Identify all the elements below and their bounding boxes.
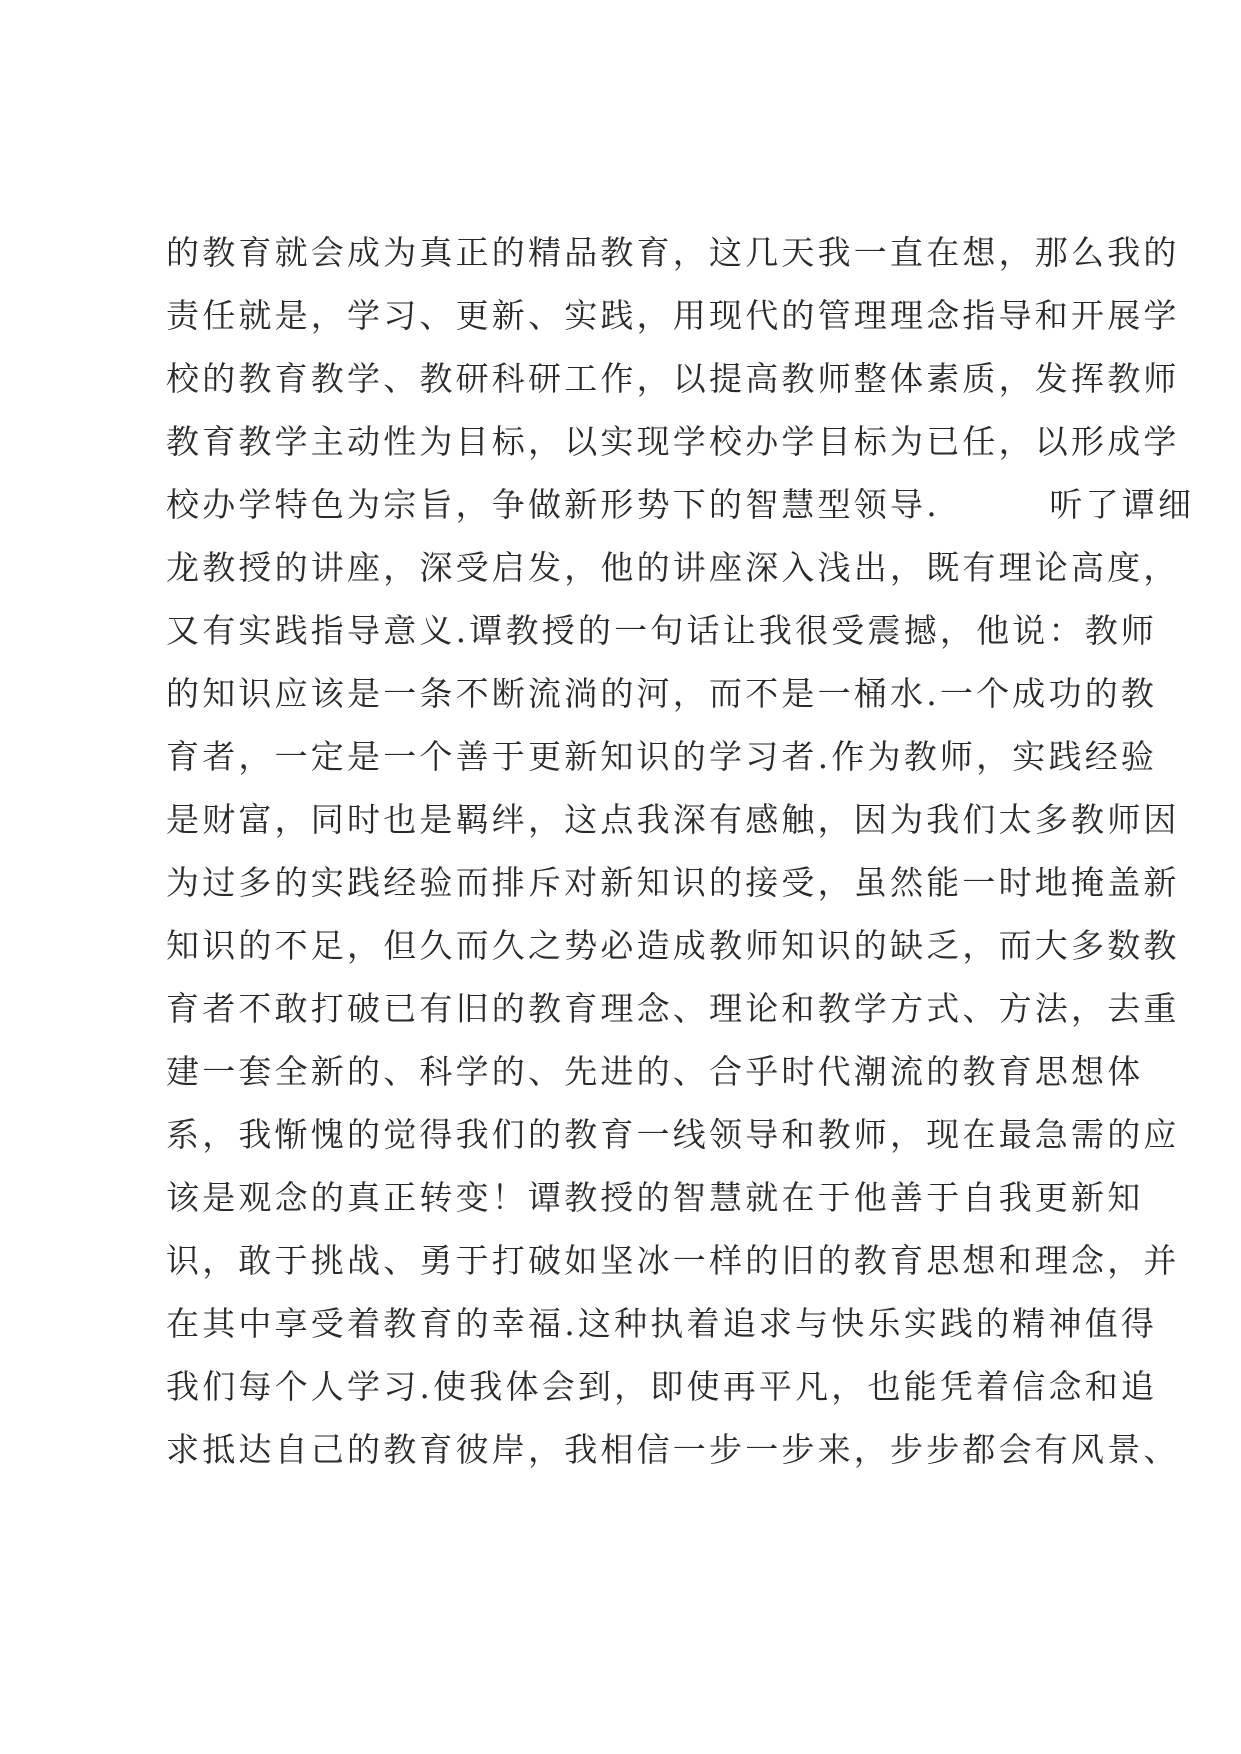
text-line: 系，我惭愧的觉得我们的教育一线领导和教师，现在最急需的应: [166, 1115, 1180, 1154]
text-line: 建一套全新的、科学的、先进的、合乎时代潮流的教育思想体: [166, 1052, 1144, 1091]
text-line: 责任就是，学习、更新、实践，用现代的管理理念指导和开展学: [166, 296, 1180, 335]
text-line: 知识的不足，但久而久之势必造成教师知识的缺乏，而大多数教: [166, 926, 1180, 965]
text-line: 该是观念的真正转变！谭教授的智慧就在于他善于自我更新知: [166, 1178, 1144, 1217]
text-line: 教育教学主动性为目标，以实现学校办学目标为已任，以形成学: [166, 422, 1180, 461]
text-line: 识，敢于挑战、勇于打破如坚冰一样的旧的教育思想和理念，并: [166, 1241, 1180, 1280]
text-line: 在其中享受着教育的幸福.这种执着追求与快乐实践的精神值得: [166, 1304, 1158, 1343]
text-line: 的教育就会成为真正的精品教育，这几天我一直在想，那么我的: [166, 233, 1180, 272]
text-line: 校的教育教学、教研科研工作，以提高教师整体素质，发挥教师: [166, 359, 1180, 398]
text-line: 育者不敢打破已有旧的教育理念、理论和教学方式、方法，去重: [166, 989, 1180, 1028]
text-line: 的知识应该是一条不断流淌的河，而不是一桶水.一个成功的教: [166, 674, 1158, 713]
body-text: [166, 221, 1195, 1481]
text-line: 又有实践指导意义.谭教授的一句话让我很受震撼，他说：教师: [166, 611, 1158, 650]
text-line: 为过多的实践经验而排斥对新知识的接受，虽然能一时地掩盖新: [166, 863, 1180, 902]
text-line: 校办学特色为宗旨，争做新形势下的智慧型领导. 听了谭细: [166, 485, 1195, 524]
text-line: 育者，一定是一个善于更新知识的学习者.作为教师，实践经验: [166, 737, 1158, 776]
text-line: 我们每个人学习.使我体会到，即使再平凡，也能凭着信念和追: [166, 1367, 1158, 1406]
text-line: 龙教授的讲座，深受启发，他的讲座深入浅出，既有理论高度，: [166, 548, 1180, 587]
text-line: 求抵达自己的教育彼岸，我相信一步一步来，步步都会有风景、: [166, 1430, 1180, 1469]
text-line: 是财富，同时也是羁绊，这点我深有感触，因为我们太多教师因: [166, 800, 1180, 839]
